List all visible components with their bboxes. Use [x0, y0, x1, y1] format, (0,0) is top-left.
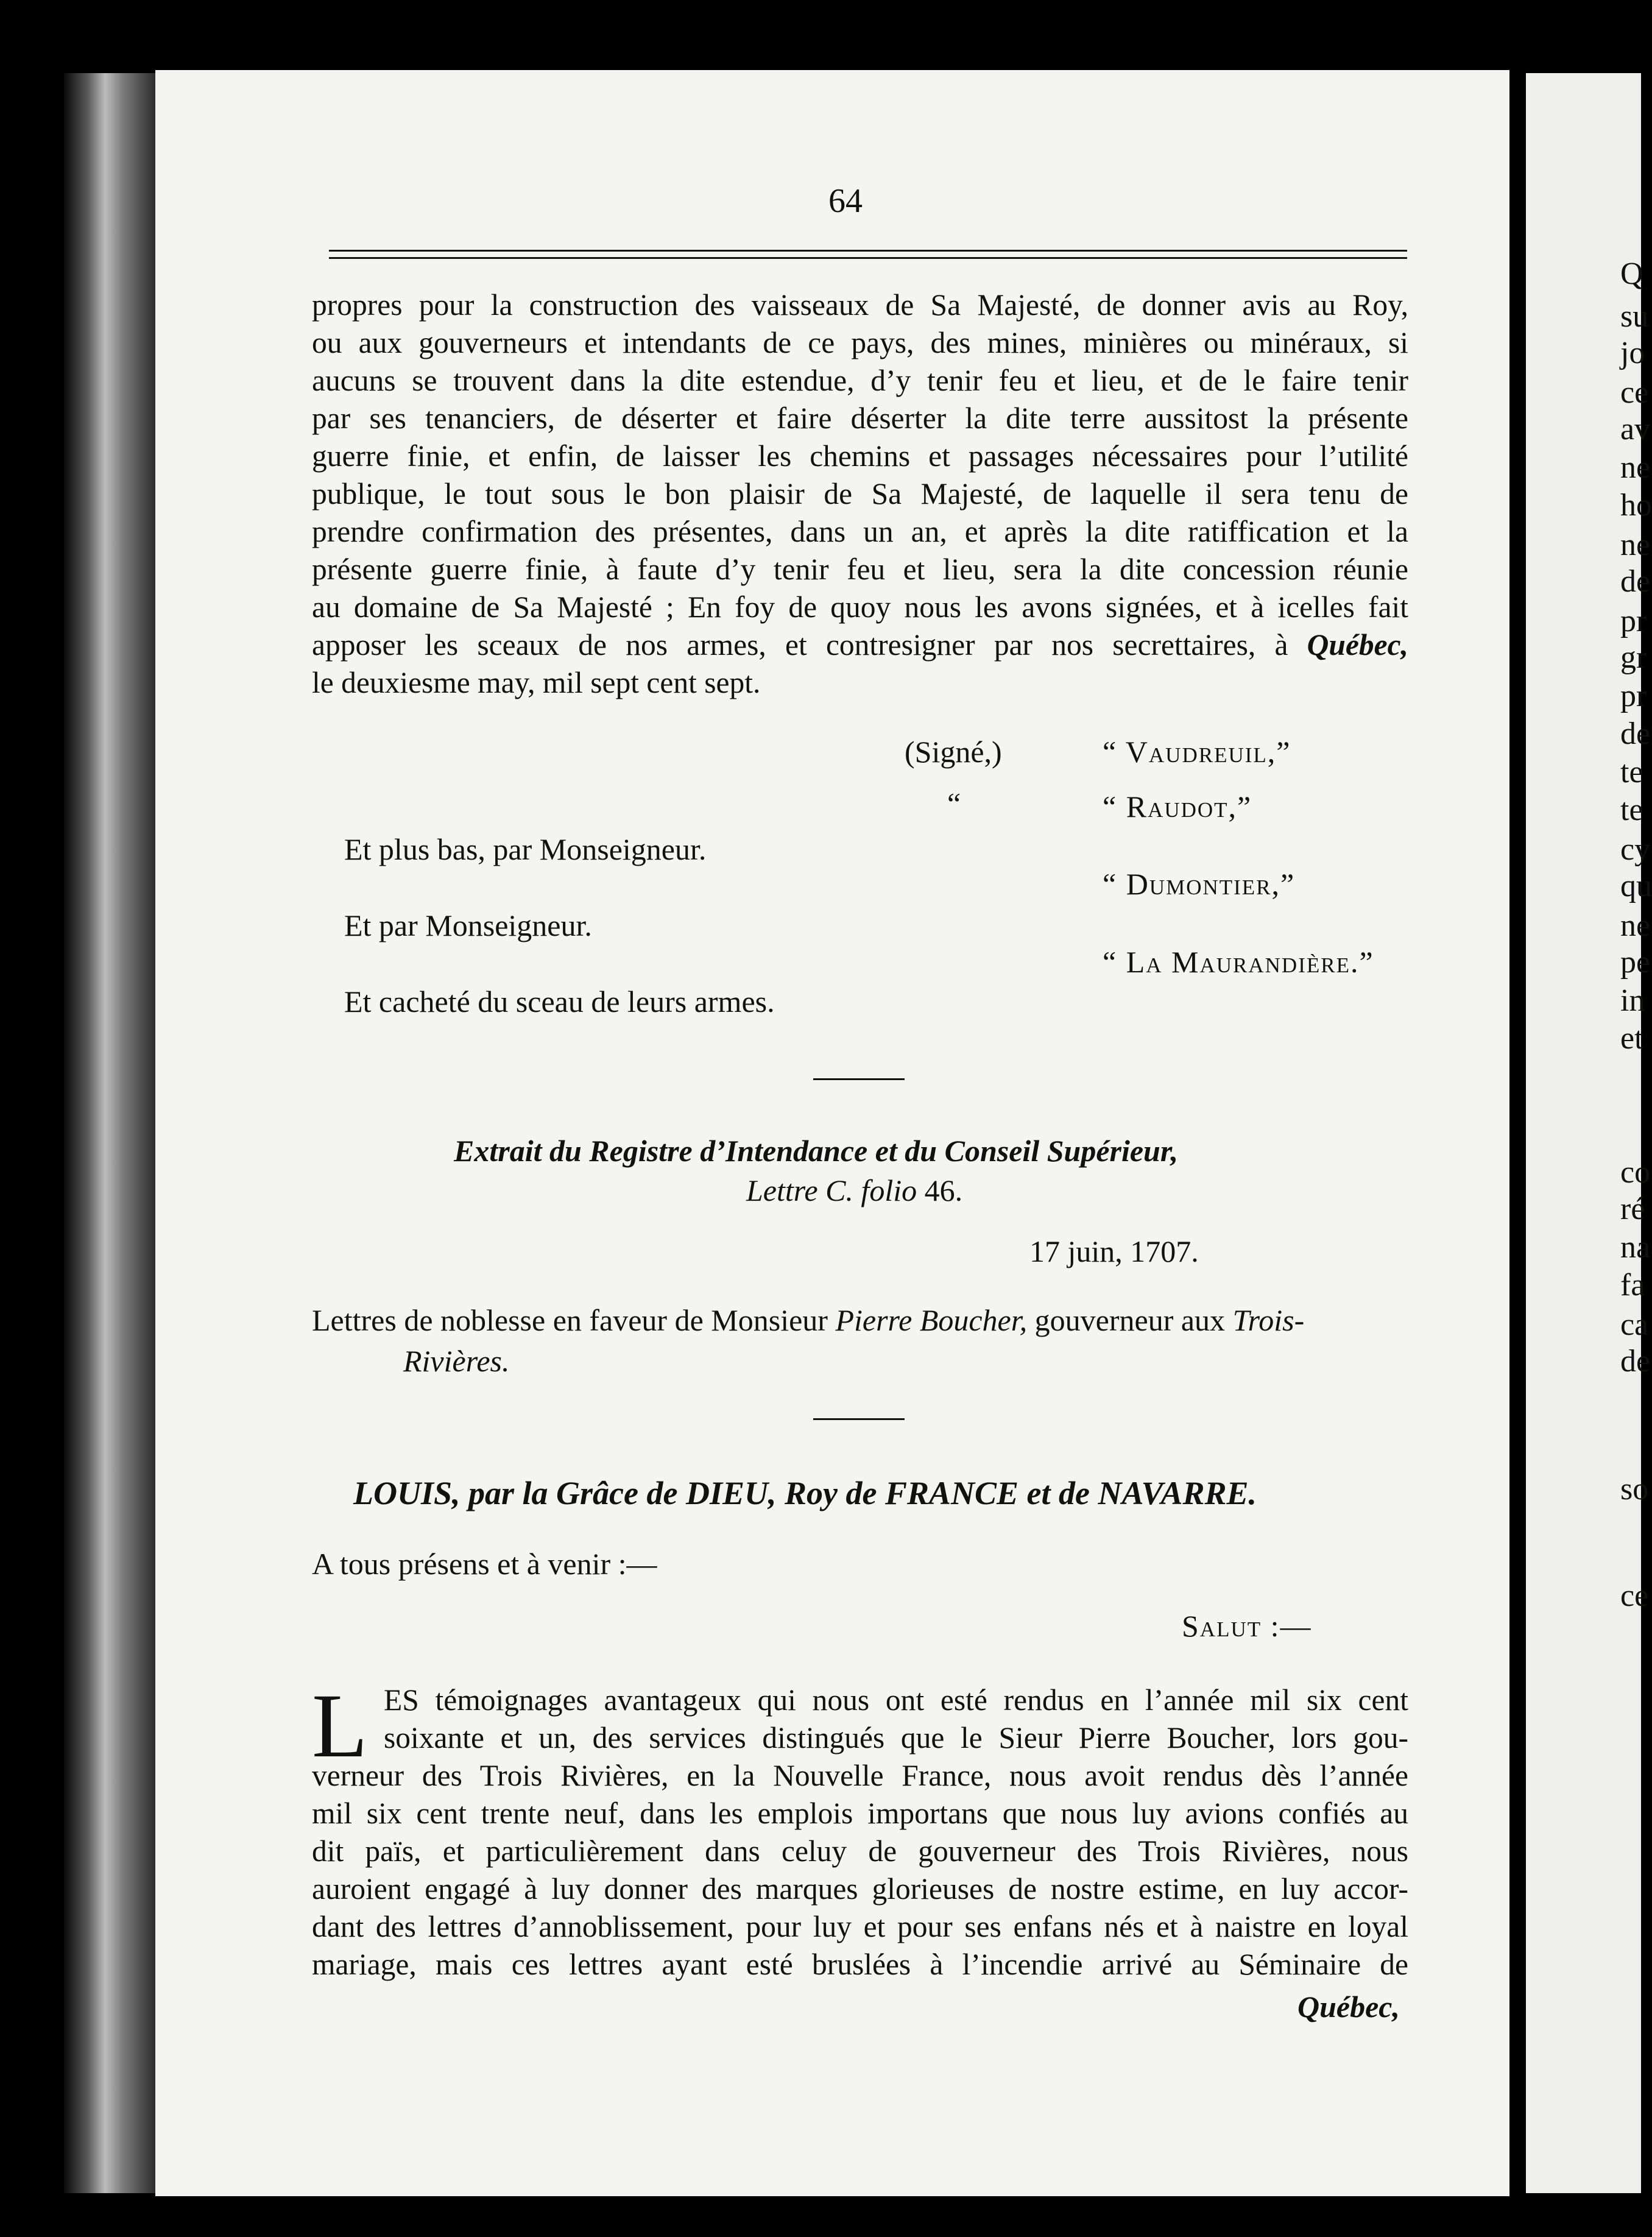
fragment: jo: [1620, 336, 1645, 370]
text-line: par ses tenanciers, de déserter et faire déserter la dite terre aussitost la présente: [312, 401, 1408, 435]
cachette-line: Et cacheté du sceau de leurs armes.: [344, 984, 775, 1019]
text-line: dant des lettres d’annoblissement, pour luy et pour ses enfans nés et à naistre en loyal: [312, 1910, 1408, 1943]
lettres-prefix: Lettres de noblesse en faveur de Monsieur: [312, 1303, 828, 1337]
catchword: Québec,: [1297, 1990, 1400, 2024]
salutation: A tous présens et à venir :—: [312, 1547, 657, 1581]
fragment: ca: [1620, 1307, 1649, 1342]
fragment: av: [1620, 412, 1651, 447]
fragment: de: [1620, 1344, 1651, 1379]
salut: Salut :—: [1182, 1609, 1312, 1643]
text-line: présente guerre finie, à faute d’y tenir feu et lieu, sera la dite concession réunie: [312, 553, 1408, 586]
text-line: au domaine de Sa Majesté ; En foy de quoy nous les avons signées, et à icelles fait: [312, 590, 1408, 624]
fragment: ce: [1620, 375, 1649, 410]
section-rule: [813, 1078, 905, 1080]
text-line: propres pour la construction des vaisseaux de Sa Majesté, de donner avis au Roy,: [312, 288, 1408, 322]
text-line: verneur des Trois Rivières, en la Nouvelle France, nous avoit rendus dès l’année: [312, 1759, 1408, 1792]
signature-vaudreuil: “ Vaudreuil,”: [1103, 735, 1291, 769]
lettres-line: [312, 1302, 1304, 1338]
ditto-mark: “: [947, 786, 961, 821]
fragment: na: [1620, 1230, 1651, 1265]
fragment: gr: [1620, 640, 1647, 675]
fragment: te: [1620, 793, 1643, 827]
text-line: soixante et un, des services distingués que le Sieur Pierre Boucher, lors gou-: [384, 1721, 1408, 1755]
fragment: fa: [1620, 1268, 1645, 1302]
fragment: ne: [1620, 528, 1651, 562]
lettres-name: Pierre Boucher,: [835, 1303, 1028, 1337]
extract-title: Extrait du Registre d’Intendance et du Conseil Supérieur,: [454, 1134, 1179, 1168]
text-line: mil six cent trente neuf, dans les emplois importans que nous luy avions confiés au: [312, 1797, 1408, 1830]
text-line: [312, 626, 1408, 664]
lettres-place: Trois-: [1232, 1303, 1305, 1337]
fragment: te: [1620, 755, 1643, 790]
fragment: de: [1620, 716, 1651, 751]
drop-cap: L: [312, 1675, 368, 1776]
signature-la-maurandiere: “ La Maurandière.”: [1103, 945, 1374, 979]
lettres-place-continued: Rivières.: [403, 1344, 510, 1378]
section-rule: [813, 1418, 905, 1420]
fragment: ho: [1620, 488, 1652, 523]
fragment: cy: [1620, 832, 1651, 867]
text-line: prendre confirmation des présentes, dans un an, et après la dite ratiffication et la: [312, 515, 1408, 548]
fragment: ne: [1620, 908, 1651, 943]
plus-bas-line: Et plus bas, par Monseigneur.: [344, 832, 707, 866]
text-line: guerre finie, et enfin, de laisser les chemins et passages nécessaires pour l’utilité: [312, 439, 1408, 473]
fragment: co: [1620, 1155, 1651, 1190]
header-rule-bottom: [329, 257, 1407, 259]
paragraph-continuation: [312, 286, 1408, 702]
royal-heading: LOUIS, par la Grâce de DIEU, Roy de FRANCE et de NAVARRE.: [353, 1475, 1257, 1511]
fragment: de: [1620, 564, 1651, 599]
page-number: 64: [828, 182, 863, 220]
header-rule-top: [329, 250, 1407, 252]
text-line: auroient engagé à luy donner des marques glorieuses de nostre estime, en luy accor-: [312, 1872, 1408, 1906]
signature-raudot: “ Raudot,”: [1103, 790, 1252, 824]
letter-paragraph: [312, 1675, 1408, 1984]
extract-reference: [746, 1173, 962, 1208]
text-line: ES témoignages avantageux qui nous ont esté rendus en l’année mil six cent: [384, 1683, 1408, 1717]
text-line-body: apposer les sceaux de nos armes, et contresigner par nos secrettaires, à: [312, 628, 1288, 662]
fragment: pr: [1620, 604, 1647, 638]
fragment: ne: [1620, 450, 1651, 485]
signature-dumontier: “ Dumontier,”: [1103, 867, 1296, 901]
par-monseigneur-line: Et par Monseigneur.: [344, 908, 592, 942]
fragment: ré: [1620, 1192, 1645, 1226]
text-line: aucuns se trouvent dans la dite estendue, d’y tenir feu et lieu, et de le faire tenir: [312, 364, 1408, 397]
fragment: qu: [1620, 869, 1652, 903]
fragment: Q: [1620, 256, 1643, 291]
fragment: et: [1620, 1021, 1643, 1056]
extract-folio-number: 46.: [924, 1173, 963, 1207]
fragment: in: [1620, 983, 1645, 1018]
text-line: dit païs, et particulièrement dans celuy de gouverneur des Trois Rivières, nous: [312, 1834, 1408, 1868]
book-spine: [64, 73, 155, 2193]
fragment: pr: [1620, 679, 1647, 713]
signe-label: (Signé,): [905, 735, 1002, 769]
lettres-middle: gouverneur aux: [1034, 1303, 1226, 1337]
fragment: ce: [1620, 1578, 1649, 1613]
text-line: ou aux gouverneurs et intendants de ce pays, des mines, minières ou minéraux, si: [312, 326, 1408, 359]
place-quebec: Québec,: [1307, 628, 1408, 662]
text-line: publique, le tout sous le bon plaisir de Sa Majesté, de laquelle il sera tenu de: [312, 477, 1408, 511]
extract-reference-label: Lettre C. folio: [746, 1173, 917, 1207]
text-line: le deuxiesme may, mil sept cent sept.: [312, 666, 761, 699]
fragment: pe: [1620, 945, 1651, 980]
fragment: so: [1620, 1472, 1649, 1507]
text-line: mariage, mais ces lettres ayant esté bruslées à l’incendie arrivé au Séminaire de: [312, 1948, 1408, 1981]
fragment: su: [1620, 299, 1649, 334]
extract-date: 17 juin, 1707.: [1029, 1234, 1199, 1268]
